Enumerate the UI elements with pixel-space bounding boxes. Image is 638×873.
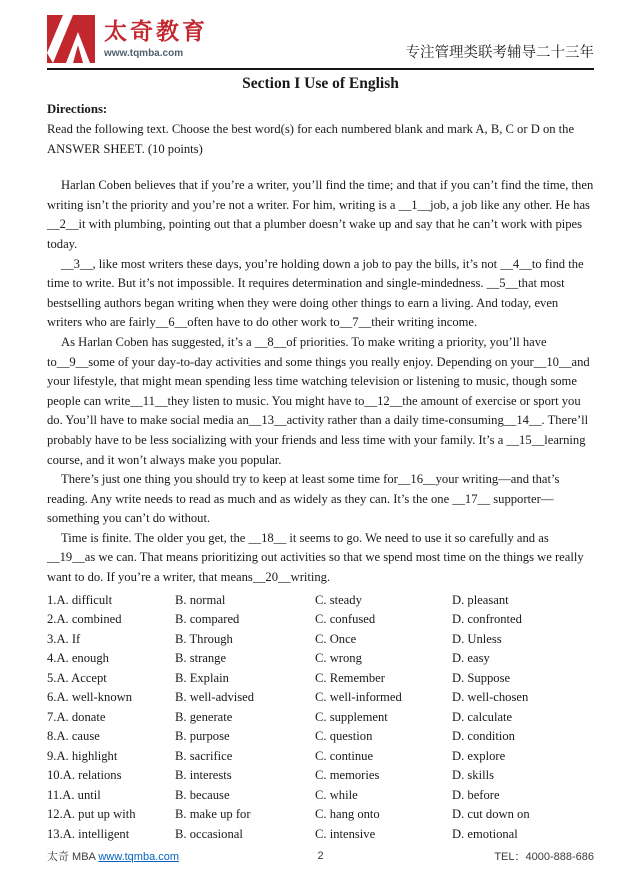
option-d: D. condition	[452, 729, 515, 744]
option-row-9	[47, 747, 594, 767]
option-number: 9.	[47, 748, 57, 763]
option-d: D. easy	[452, 651, 490, 666]
page-header	[47, 0, 594, 70]
section-title: Section I Use of English	[242, 75, 399, 92]
option-b: B. occasional	[175, 826, 243, 841]
option-row-11	[47, 786, 594, 806]
option-c: C. memories	[315, 768, 380, 783]
option-a: A. relations	[62, 768, 122, 783]
directions-text: Read the following text. Choose the best word(s) for each numbered blank and mark A, B, C or D on the ANSWER SHEET. (10 points)	[47, 122, 575, 156]
option-b: B. normal	[175, 592, 226, 607]
option-a: A. put up with	[62, 807, 136, 822]
option-d: D. explore	[452, 748, 506, 763]
option-d: D. Suppose	[452, 670, 511, 685]
option-d: D. skills	[452, 768, 494, 783]
option-c: C. well-informed	[315, 690, 402, 705]
option-a: A. difficult	[56, 592, 113, 607]
option-d: D. well-chosen	[452, 690, 529, 705]
directions-label: Directions:	[47, 102, 108, 116]
option-a: A. If	[56, 631, 81, 646]
option-number: 2.	[47, 612, 57, 627]
option-row-2	[47, 610, 594, 630]
option-number: 10.	[47, 768, 63, 783]
option-c: C. wrong	[315, 651, 362, 666]
option-c: C. while	[315, 787, 358, 802]
option-row-7	[47, 708, 594, 728]
cloze-passage	[47, 176, 594, 587]
option-a: A. Accept	[56, 670, 107, 685]
option-b: B. compared	[175, 612, 240, 627]
footer-website-link[interactable]: www.tqmba.com	[98, 851, 180, 863]
option-number: 7.	[47, 709, 57, 724]
option-d: D. Unless	[452, 631, 502, 646]
option-a: A. highlight	[56, 748, 118, 763]
logo-text-block	[104, 19, 208, 58]
option-a: A. until	[62, 787, 101, 802]
option-row-5	[47, 669, 594, 689]
option-b: B. interests	[175, 768, 232, 783]
page-footer	[47, 845, 594, 864]
passage-paragraph-2: __3__, like most writers these days, you’re holding down a job to pay the bills, it’s not __4__to find the time to write. But it’s not impossible. It requires determination and single-mindedness. __5__that most bestselling authors began writing when they were doing other things to earn a living. And today, even writers who are fairly__6__often have to do other work to__7__their writing income.	[47, 256, 584, 330]
option-b: B. make up for	[175, 807, 251, 822]
option-d: D. pleasant	[452, 592, 509, 607]
option-a: A. well-known	[56, 690, 133, 705]
option-d: D. emotional	[452, 826, 518, 841]
option-row-10	[47, 766, 594, 786]
option-b: B. purpose	[175, 729, 230, 744]
taiqi-logo-icon	[47, 15, 95, 63]
logo-website: www.tqmba.com	[104, 47, 184, 59]
logo-brand-name: 太奇教育	[104, 18, 208, 45]
passage-paragraph-5: Time is finite. The older you get, the __18__ it seems to go. We need to use it so carefully and as __19__as we can. That means prioritizing out activities so that we spend most time on the things we really want to do. If you’re a writer, that means__20__writing.	[47, 530, 584, 585]
option-row-12	[47, 805, 594, 825]
header-tagline: 专注管理类联考辅导二十三年	[405, 45, 594, 61]
passage-paragraph-1: Harlan Coben believes that if you’re a writer, you’ll find the time; and that if you can’t find the time, then writing isn’t the priority and you’re not a writer. For him, writing is a __1__job, a job like any other. He has __2__it with plumbing, pointing out that a plumber doesn’t wake up and say that he can’t work with pipes today.	[47, 178, 594, 251]
option-b: B. well-advised	[175, 690, 255, 705]
option-b: B. generate	[175, 709, 233, 724]
option-a: A. combined	[56, 612, 122, 627]
option-row-6	[47, 688, 594, 708]
option-c: C. question	[315, 729, 373, 744]
option-number: 8.	[47, 729, 57, 744]
option-c: C. steady	[315, 592, 362, 607]
options-list	[47, 591, 594, 845]
option-d: D. calculate	[452, 709, 513, 724]
option-b: B. Explain	[175, 670, 229, 685]
option-row-1	[47, 591, 594, 611]
option-c: C. hang onto	[315, 807, 380, 822]
option-d: D. cut down on	[452, 807, 530, 822]
option-c: C. Once	[315, 631, 357, 646]
option-number: 6.	[47, 690, 57, 705]
option-a: A. enough	[56, 651, 109, 666]
option-b: B. because	[175, 787, 230, 802]
option-number: 5.	[47, 670, 57, 685]
option-c: C. supplement	[315, 709, 388, 724]
passage-paragraph-3: As Harlan Coben has suggested, it’s a __8__of priorities. To make writing a priority, you’ll have to__9__some of your day-to-day activities and some things you really enjoy. Depending on your__10__and your lifestyle, that might mean spending less time watching television or listening to music, though some people can write__11__they listen to music. You might have to__12__the amount of exercise or sport you do. You’ll have to make social media an__13__activity rather than a daily time-consuming__14__. There’ll probably have to be less socializing with your friends and less time with your family. It’s a __15__learning course, and it won’t always make you popular.	[47, 334, 590, 467]
option-b: B. strange	[175, 651, 227, 666]
option-number: 1.	[47, 592, 57, 607]
taiqi-logo	[47, 15, 208, 63]
option-c: C. continue	[315, 748, 374, 763]
option-number: 12.	[47, 807, 63, 822]
option-c: C. confused	[315, 612, 376, 627]
footer-brand: 太奇 MBA	[47, 851, 99, 863]
option-d: D. before	[452, 787, 500, 802]
option-row-3	[47, 630, 594, 650]
option-a: A. cause	[56, 729, 100, 744]
option-row-13	[47, 825, 594, 845]
option-b: B. sacrifice	[175, 748, 233, 763]
option-number: 4.	[47, 651, 57, 666]
option-number: 11.	[47, 787, 63, 802]
option-number: 3.	[47, 631, 57, 646]
option-a: A. intelligent	[62, 826, 130, 841]
option-row-8	[47, 727, 594, 747]
page-number: 2	[317, 850, 324, 862]
option-b: B. Through	[175, 631, 233, 646]
option-c: C. Remember	[315, 670, 385, 685]
option-a: A. donate	[56, 709, 106, 724]
option-number: 13.	[47, 826, 63, 841]
footer-tel: TEL：4000-888-686	[494, 851, 594, 863]
option-c: C. intensive	[315, 826, 376, 841]
option-row-4	[47, 649, 594, 669]
passage-paragraph-4: There’s just one thing you should try to keep at least some time for__16__your writing—and that’s reading. Any write needs to read as much and as widely as they can. It’s the one __17__ supporter—something you can’t do without.	[47, 472, 560, 526]
option-d: D. confronted	[452, 612, 522, 627]
